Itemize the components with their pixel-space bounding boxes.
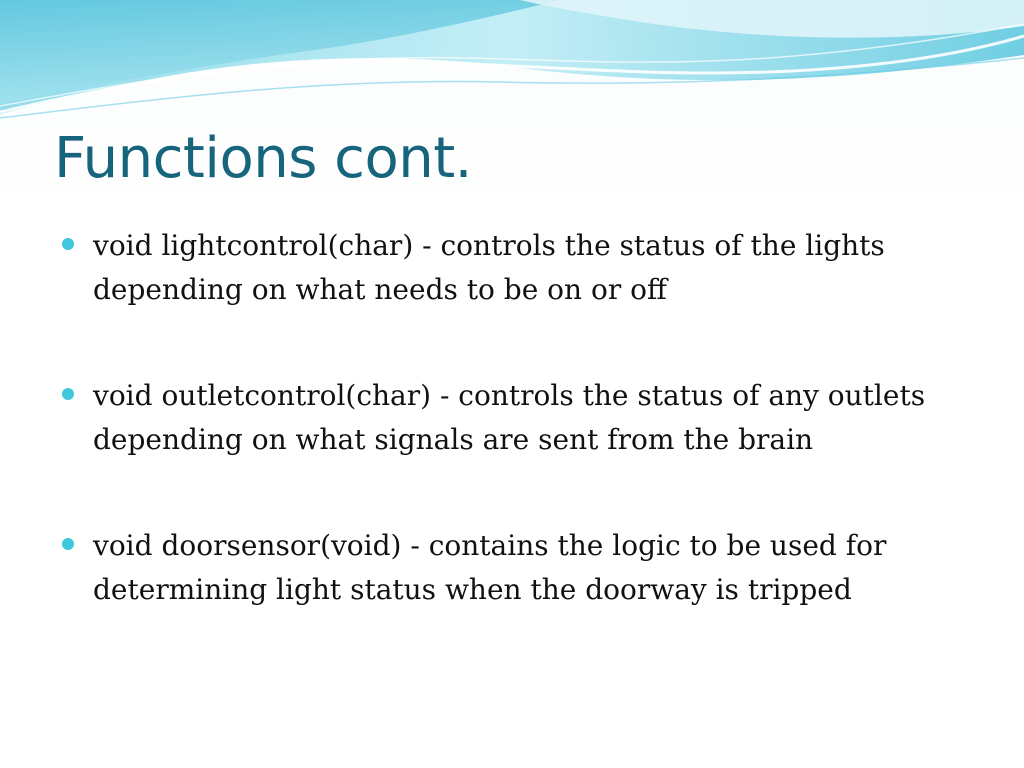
bullet-dot-icon [62, 538, 74, 550]
slide-title: Functions cont. [54, 126, 472, 191]
wave-banner [0, 0, 1024, 130]
bullet-text: void lightcontrol(char) - controls the status of the lights depending on what needs to be on or off [93, 229, 885, 306]
bullet-dot-icon [62, 238, 74, 250]
list-item [62, 224, 962, 312]
bullet-dot-icon [62, 388, 74, 400]
bullet-text: void outletcontrol(char) - controls the status of any outlets depending on what signals are sent from the brain [93, 379, 926, 456]
bullet-text: void doorsensor(void) - contains the logic to be used for determining light status when the doorway is tripped [93, 529, 887, 606]
bullet-list [62, 224, 962, 612]
list-item [62, 524, 962, 612]
list-item [62, 374, 962, 462]
